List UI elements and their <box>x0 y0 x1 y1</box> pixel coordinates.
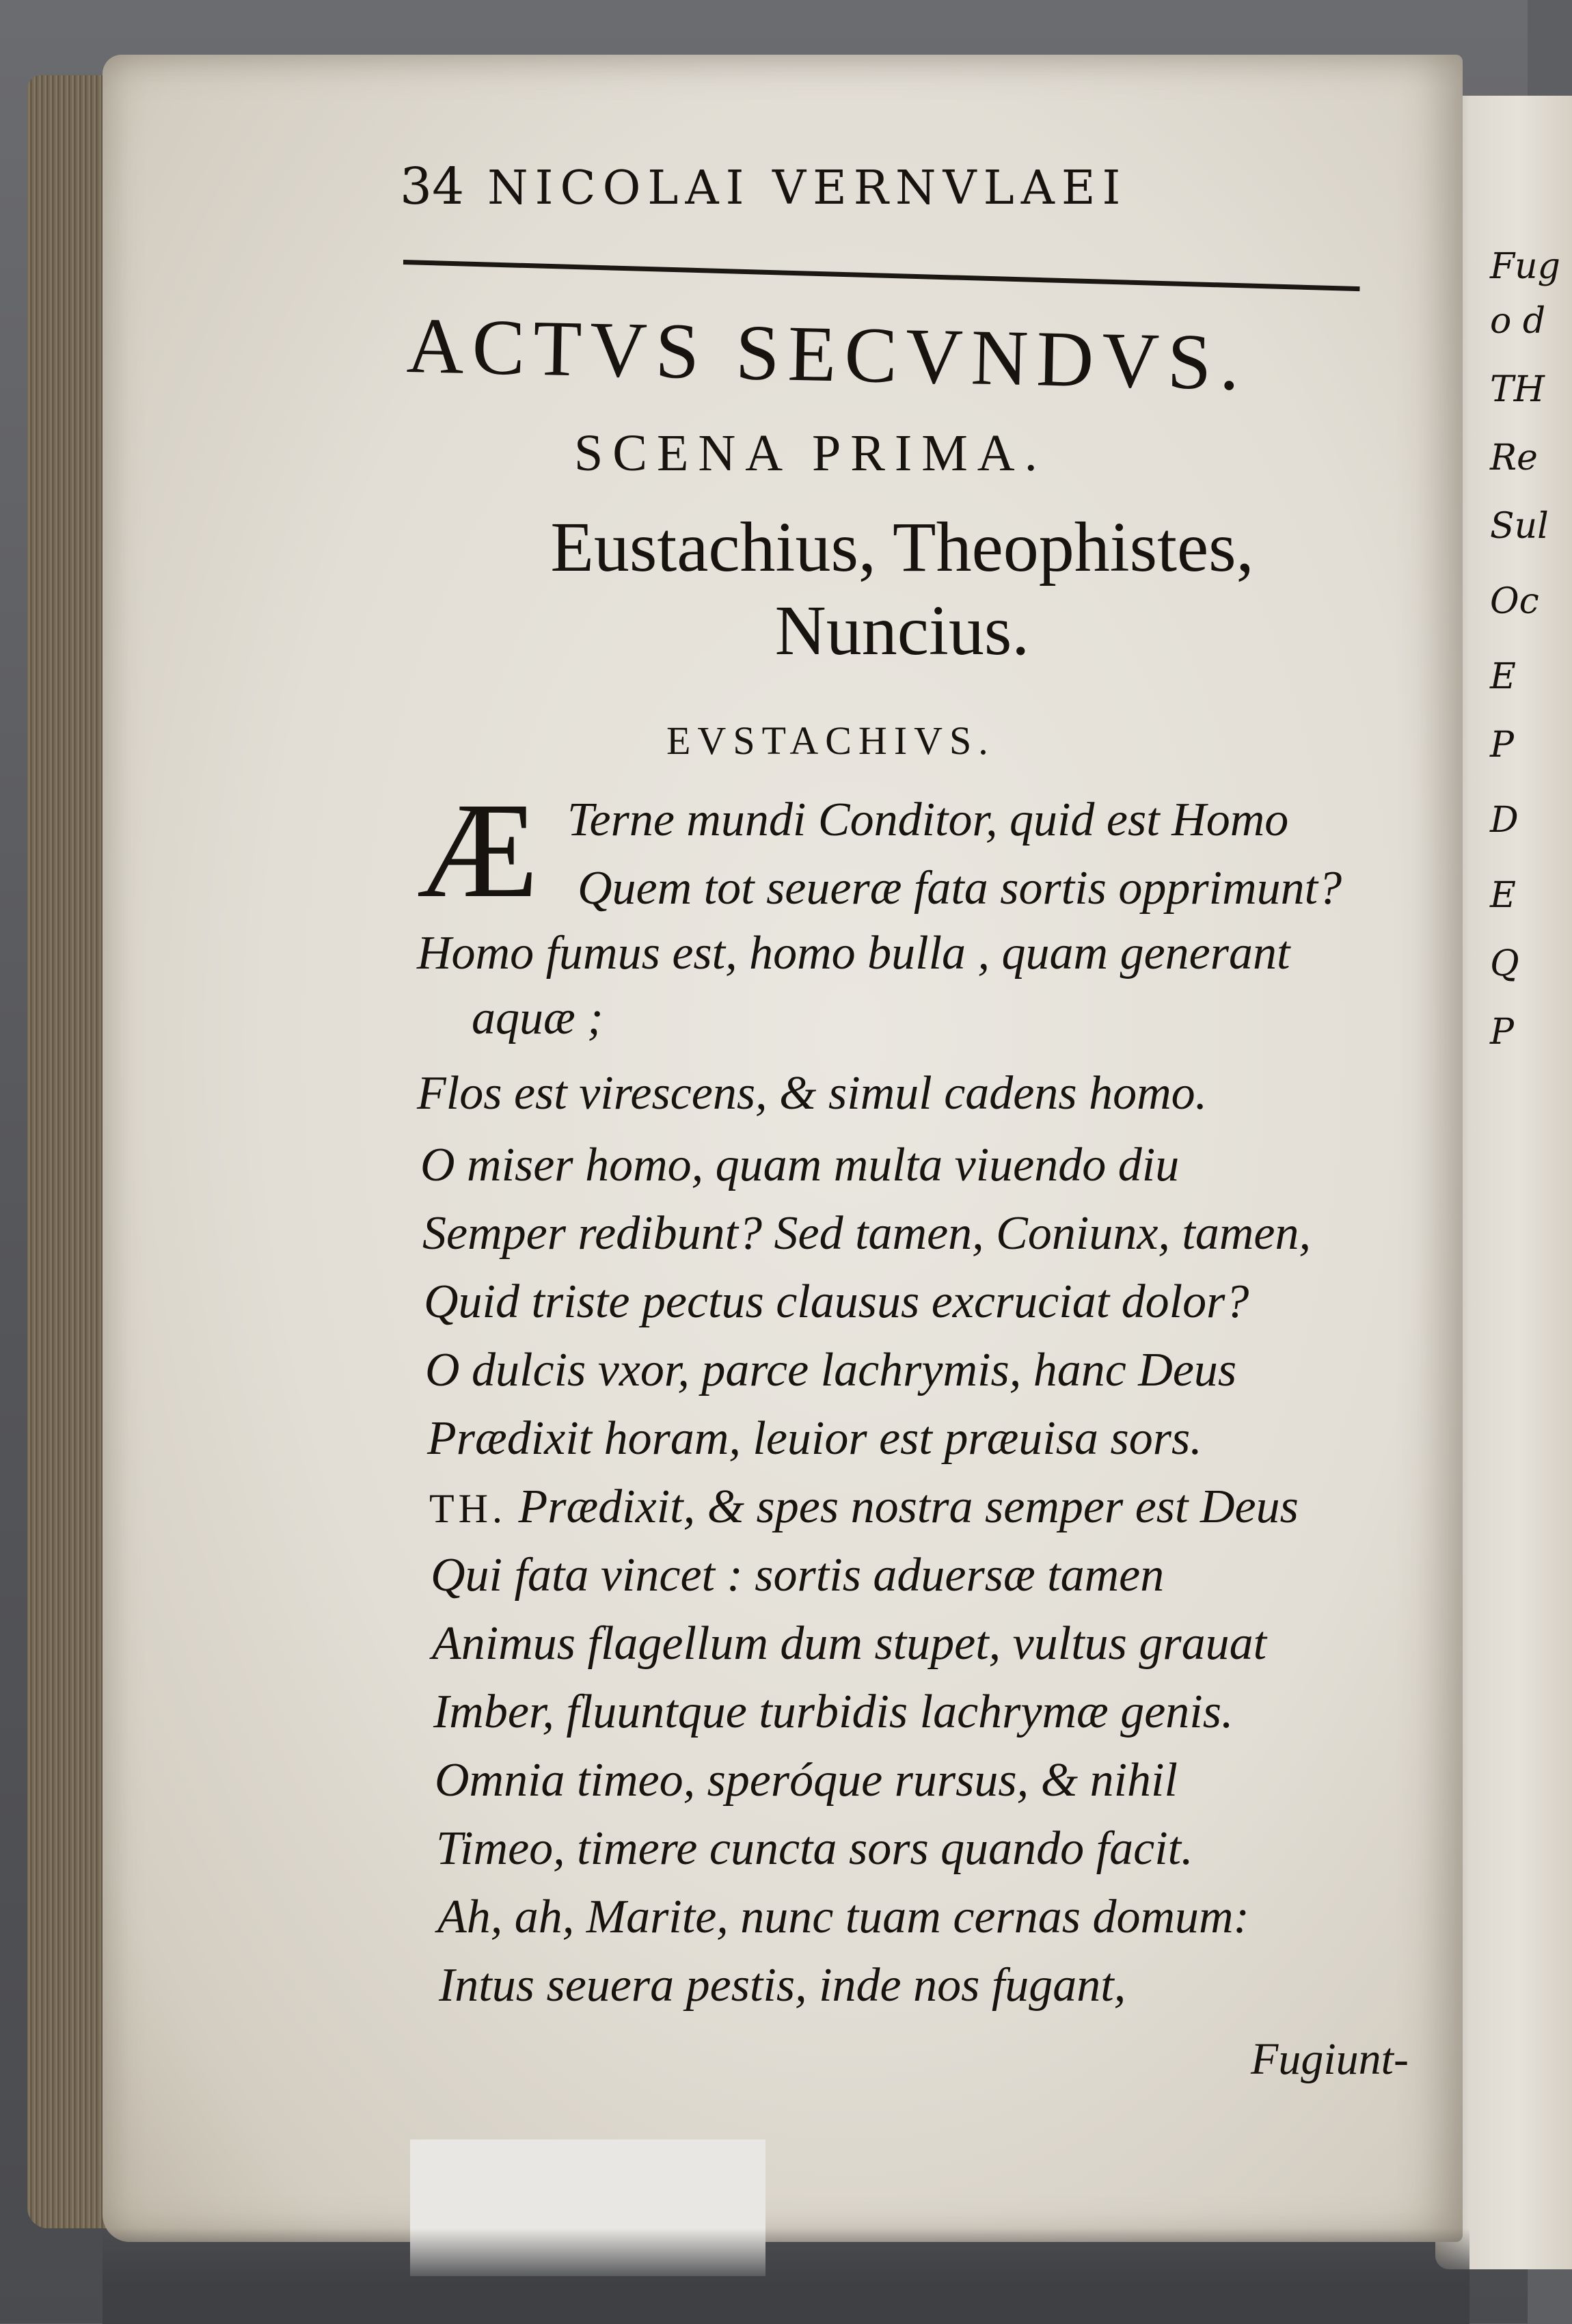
verse-line: Prædixit horam, leuior est præuisa sors. <box>427 1412 1202 1465</box>
verse-line: Quem tot seueræ fata sortis opprimunt? <box>578 862 1342 915</box>
drop-cap: Æ <box>417 775 539 926</box>
speaker-abbreviation: TH. <box>429 1486 506 1531</box>
recto-fragment: Fug <box>1490 246 1560 287</box>
verse-text: Prædixit, & spes nostra semper est Deus <box>518 1481 1299 1533</box>
recto-fragment: P <box>1490 725 1514 766</box>
dramatis-personae <box>472 506 1333 673</box>
scene-title: SCENA PRIMA. <box>574 424 1047 482</box>
recto-fragment: Q <box>1490 943 1519 984</box>
verse-line: Intus seuera pestis, inde nos fugant, <box>439 1959 1126 2012</box>
verse-line: Flos est virescens, & simul cadens homo. <box>417 1067 1208 1120</box>
recto-fragment: P <box>1490 1012 1514 1053</box>
catchword: Fugiunt- <box>1251 2034 1409 2084</box>
persons-line: Eustachius, Theophistes, <box>550 508 1254 586</box>
verse-line: Imber, fluuntque turbidis lachrymæ genis. <box>433 1686 1234 1738</box>
act-title: ACTVS SECVNDVS. <box>405 302 1249 407</box>
verse-line: Timeo, timere cuncta sors quando facit. <box>436 1822 1193 1875</box>
verse-line: Quid triste pectus clausus excruciat dolor? <box>424 1275 1249 1328</box>
verse-line: aquæ ; <box>472 992 604 1044</box>
verse-line <box>429 1480 1299 1535</box>
verse-line: Qui fata vincet : sortis aduersæ tamen <box>431 1549 1165 1602</box>
verse-line: Omnia timeo, speróque rursus, & nihil <box>435 1754 1178 1807</box>
recto-fragment: Re <box>1490 437 1538 478</box>
page-number: 34 <box>400 157 465 216</box>
running-head <box>400 157 1127 216</box>
verse-line: O dulcis vxor, parce lachrymis, hanc Deus <box>425 1344 1237 1396</box>
verse-line: Terne mundi Conditor, quid est Homo <box>567 794 1289 846</box>
recto-fragment: Oc <box>1490 581 1539 622</box>
verse-line: Ah, ah, Marite, nunc tuam cernas domum: <box>437 1891 1249 1943</box>
speaker-heading: EVSTACHIVS. <box>666 718 995 763</box>
verse-line: Semper redibunt? Sed tamen, Coniunx, tamen, <box>422 1207 1311 1260</box>
recto-fragment: D <box>1490 800 1519 841</box>
shadow <box>103 2228 1469 2324</box>
recto-fragment: E <box>1490 656 1516 697</box>
verse-line: O miser homo, quam multa viuendo diu <box>420 1139 1180 1191</box>
persons-line: Nuncius. <box>774 591 1030 670</box>
author-name: NICOLAI VERNVLAEI <box>487 161 1128 215</box>
verse-line: Homo fumus est, homo bulla , quam generant <box>417 927 1290 979</box>
recto-fragment: E <box>1490 875 1516 916</box>
recto-fragment: Sul <box>1490 506 1549 547</box>
verse-line: Animus flagellum dum stupet, vultus grauat <box>432 1617 1267 1670</box>
recto-fragment: TH <box>1490 369 1545 410</box>
recto-fragment: o d <box>1490 301 1546 342</box>
